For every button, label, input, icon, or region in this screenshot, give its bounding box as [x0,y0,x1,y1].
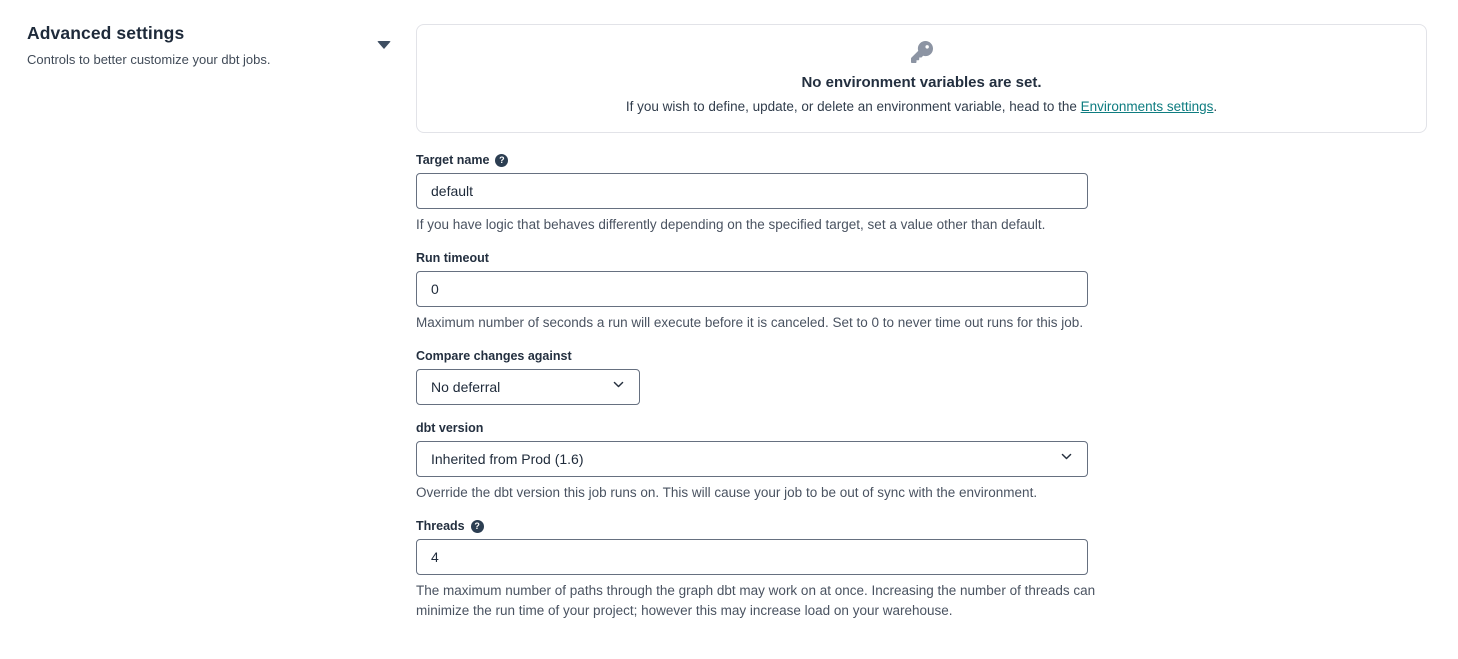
page-title: Advanced settings [27,23,185,43]
page-subtitle: Controls to better customize your dbt jobs. [27,52,271,67]
chevron-down-icon [612,378,625,396]
help-icon[interactable]: ? [495,154,508,167]
run-timeout-helper: Maximum number of seconds a run will execute before it is canceled. Set to 0 to never time out runs for this job. [416,315,1084,330]
field-target-name [416,153,1427,235]
dbt-version-label-text: dbt version [416,421,484,435]
threads-label-text: Threads [416,519,465,533]
threads-input[interactable] [416,539,1088,575]
collapse-caret-icon[interactable] [377,41,391,49]
dbt-version-value: Inherited from Prod (1.6) [431,451,584,467]
compare-changes-select[interactable] [416,369,640,405]
compare-changes-label [416,349,1427,363]
key-icon [911,50,933,67]
section-header [27,20,391,637]
compare-changes-label-text: Compare changes against [416,349,572,363]
chevron-down-icon [1060,450,1073,468]
run-timeout-label-text: Run timeout [416,251,489,265]
env-variables-card [416,24,1427,133]
run-timeout-label [416,251,1427,265]
target-name-label [416,153,1427,167]
env-message-prefix: If you wish to define, update, or delete an environment variable, head to the [625,99,1081,114]
field-threads [416,519,1427,621]
threads-label [416,519,1427,533]
help-icon[interactable]: ? [471,520,484,533]
compare-changes-value: No deferral [431,379,501,395]
target-name-label-text: Target name [416,153,490,167]
target-name-input[interactable] [416,173,1088,209]
dbt-version-select[interactable] [416,441,1088,477]
settings-form [416,24,1427,637]
target-name-helper: If you have logic that behaves differently depending on the specified target, set a value other than default. [416,217,1046,232]
dbt-version-label [416,421,1427,435]
env-empty-message [417,98,1426,116]
run-timeout-input[interactable] [416,271,1088,307]
field-run-timeout [416,251,1427,333]
env-message-suffix: . [1213,99,1218,114]
dbt-version-helper: Override the dbt version this job runs on. This will cause your job to be out of sync with the environment. [416,485,1038,500]
field-compare-changes [416,349,1427,405]
section-header-text [27,20,271,68]
env-empty-title: No environment variables are set. [801,74,1042,91]
field-dbt-version [416,421,1427,503]
environments-settings-link[interactable]: Environments settings [1080,99,1214,114]
threads-helper: The maximum number of paths through the graph dbt may work on at once. Increasing the number of threads can minimize the run time of your project; however this may increase load on your warehouse. [416,583,1096,618]
